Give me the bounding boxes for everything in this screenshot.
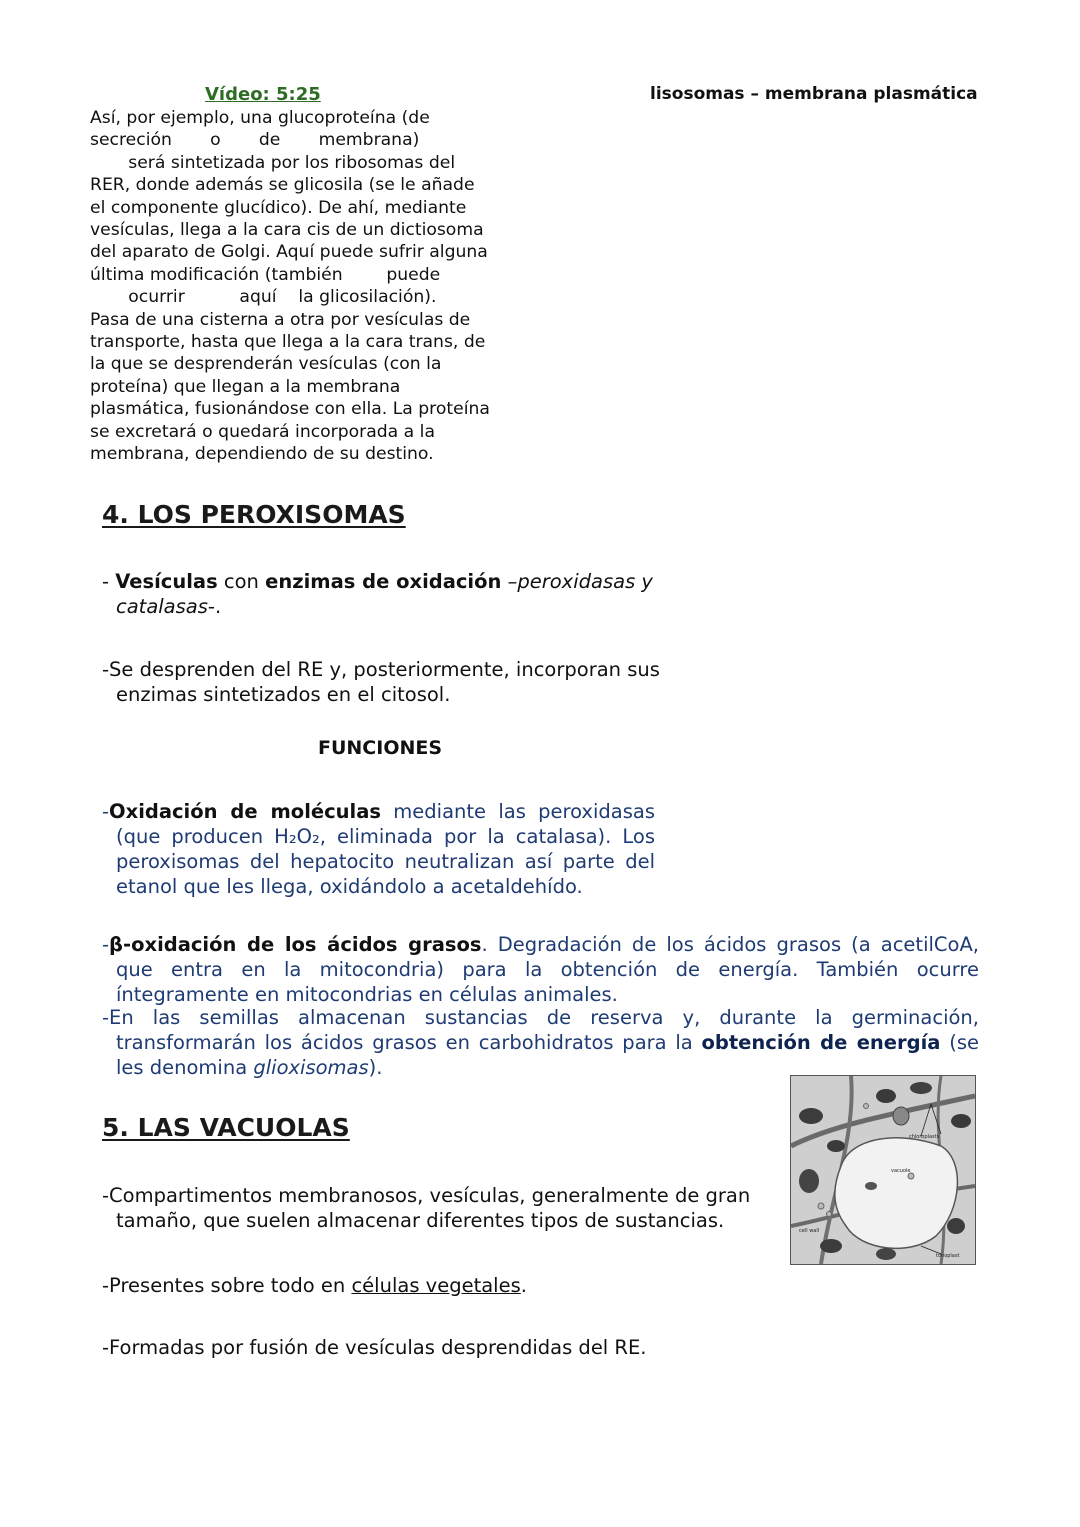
vac-formadas-text: -Formadas por fusión de vesículas desprendidas del RE. bbox=[102, 1336, 647, 1359]
intro-line: RER, donde además se glicosila (se le añade bbox=[90, 175, 475, 196]
micrograph-svg bbox=[791, 1076, 975, 1264]
text-end: -. bbox=[207, 595, 222, 618]
intro-line: vesículas, llega a la cara cis de un dictiosoma bbox=[90, 220, 484, 241]
vac-line-2: tamaño, que suelen almacenar diferentes tipos de sustancias. bbox=[116, 1209, 725, 1232]
text-catalasas: catalasas bbox=[116, 595, 208, 618]
beta-line-3: íntegramente en mitocondrias en células animales. bbox=[116, 983, 618, 1006]
label-tonoplast: tonoplast bbox=[936, 1253, 960, 1259]
intro-line: ocurrir aquí la glicosilación). bbox=[90, 287, 437, 308]
glio-line-3: les denomina bbox=[116, 1056, 254, 1079]
intro-paragraph bbox=[90, 107, 515, 466]
beta-line-2: que entra en la mitocondria) para la obtención de energía. También ocurre bbox=[116, 958, 979, 981]
term-vesiculas: Vesículas bbox=[115, 570, 218, 593]
intro-line: membrana, dependiendo de su destino. bbox=[90, 444, 434, 465]
term-glioxisomas: glioxisomas bbox=[253, 1056, 369, 1079]
intro-line: secreción o de membrana) bbox=[90, 130, 420, 151]
origen-line-2: enzimas sintetizados en el citosol. bbox=[116, 683, 451, 706]
vacuolas-item-compartimentos bbox=[102, 1183, 782, 1233]
oxidacion-line-2: (que producen H₂O₂, eliminada por la catalasa). Los bbox=[116, 825, 655, 848]
peroxisomas-item-origen bbox=[102, 657, 722, 707]
vacuolas-item-presentes bbox=[102, 1273, 782, 1298]
term-oxidacion: Oxidación de moléculas bbox=[109, 800, 381, 823]
term-obtencion-energia: obtención de energía bbox=[701, 1031, 941, 1054]
funcion-beta-oxidacion: -β-oxidación de los ácidos grasos. Degradación de los ácidos grasos (a acetilCoA, que entra en la mitocondria) para la obtención de energía. También ocurre íntegramente en mitocondrias en células animales. bbox=[102, 933, 979, 1006]
intro-line: la que se desprenderán vesículas (con la bbox=[90, 354, 442, 375]
peroxisomas-item-vesiculas: - Vesículas con enzimas de oxidación –peroxidasas y catalasas-. bbox=[102, 570, 653, 618]
celulas-vegetales-link[interactable]: células vegetales bbox=[351, 1274, 521, 1297]
oxidacion-line-4: etanol que les llega, oxidándolo a acetaldehído. bbox=[116, 875, 583, 898]
vac-presentes-text: -Presentes sobre todo en bbox=[102, 1274, 352, 1297]
label-chloroplasts: chloroplasts bbox=[909, 1134, 940, 1140]
intro-line: Así, por ejemplo, una glucoproteína (de bbox=[90, 108, 430, 128]
oxidacion-line-1: mediante las peroxidasas bbox=[381, 800, 655, 823]
oxidacion-line-3: peroxisomas del hepatocito neutralizan así parte del bbox=[116, 850, 655, 873]
glio-line-1: -En las semillas almacenan sustancias de reserva y, durante la germinación, bbox=[102, 1006, 979, 1029]
funcion-oxidacion: -Oxidación de moléculas mediante las peroxidasas (que producen H₂O₂, eliminada por la catalasa). Los peroxisomas del hepatocito neutralizan así parte del etanol que les llega, oxidándolo a acetaldehído. bbox=[102, 800, 655, 898]
beta-line-1: . Degradación de los ácidos grasos (a acetilCoA, bbox=[481, 933, 979, 956]
intro-line: será sintetizada por los ribosomas del bbox=[90, 152, 456, 173]
intro-line: Pasa de una cisterna a otra por vesículas de bbox=[90, 309, 471, 330]
term-beta-oxidacion: β-oxidación de los ácidos grasos bbox=[109, 933, 482, 956]
intro-line: se excretará o quedará incorporada a la bbox=[90, 421, 435, 442]
section-title-peroxisomas: 4. LOS PEROXISOMAS bbox=[102, 500, 406, 529]
video-link[interactable]: Vídeo: 5:25 bbox=[205, 84, 321, 105]
intro-line: transporte, hasta que llega a la cara trans, de bbox=[90, 332, 486, 353]
vac-presentes-end: . bbox=[520, 1274, 527, 1297]
vac-line-1: -Compartimentos membranosos, vesículas, generalmente de gran bbox=[102, 1184, 751, 1207]
intro-line: última modificación (también puede bbox=[90, 264, 441, 285]
vacuolas-item-formadas bbox=[102, 1335, 782, 1360]
text-peroxidasas: –peroxidasas y bbox=[501, 570, 653, 593]
text-con: con bbox=[217, 570, 266, 593]
glio-line-2: transformarán los ácidos grasos en carbohidratos para la bbox=[116, 1031, 702, 1054]
header-topic: lisosomas – membrana plasmática bbox=[650, 84, 978, 104]
glio-line-2-end: (se bbox=[940, 1031, 979, 1054]
section-title-vacuolas: 5. LAS VACUOLAS bbox=[102, 1113, 350, 1142]
label-vacuole: vacuole bbox=[891, 1168, 911, 1174]
origen-line-1: -Se desprenden del RE y, posteriormente, incorporan sus bbox=[102, 658, 660, 681]
funciones-title: FUNCIONES bbox=[318, 737, 443, 759]
intro-line: el componente glucídico). De ahí, mediante bbox=[90, 197, 467, 218]
glio-line-3-end: ). bbox=[368, 1056, 383, 1079]
vacuole-micrograph bbox=[790, 1075, 976, 1265]
label-cell-wall: cell wall bbox=[799, 1228, 820, 1234]
funcion-glioxisomas bbox=[102, 1005, 979, 1080]
term-enzimas: enzimas de oxidación bbox=[265, 570, 502, 593]
intro-line: proteína) que llegan a la membrana bbox=[90, 376, 401, 397]
intro-line: plasmática, fusionándose con ella. La proteína bbox=[90, 399, 490, 420]
intro-line: del aparato de Golgi. Aquí puede sufrir alguna bbox=[90, 242, 488, 263]
